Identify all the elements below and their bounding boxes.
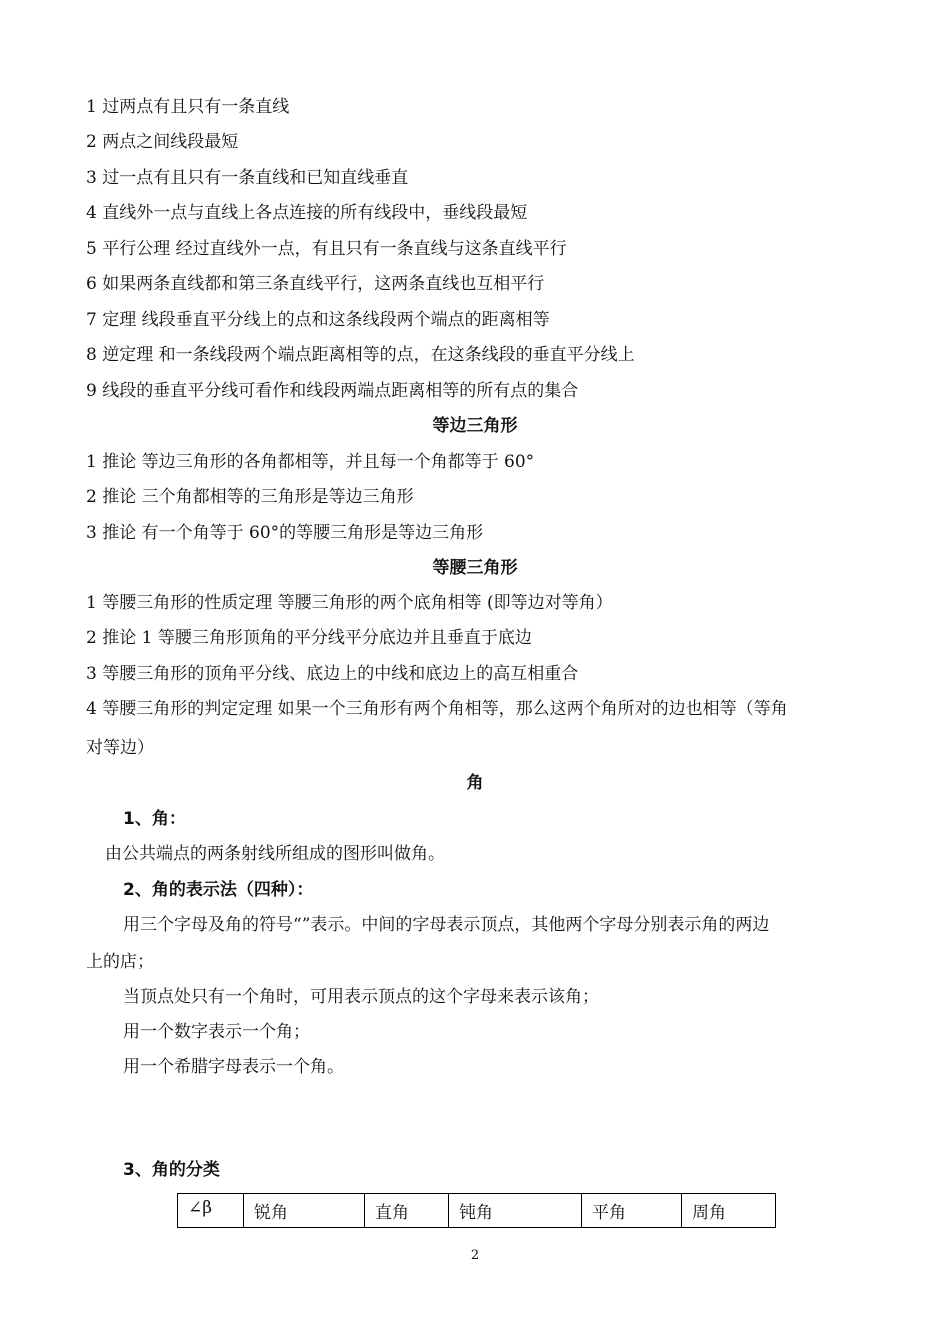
equilateral-item: 3 推论 有一个角等于 60°的等腰三角形是等边三角形: [86, 523, 484, 543]
paragraph: 用一个数字表示一个角；: [123, 1022, 310, 1042]
table-cell: 直角: [365, 1194, 449, 1228]
theorem-line: 8 逆定理 和一条线段两个端点距离相等的点，在这条线段的垂直平分线上: [86, 345, 635, 365]
isosceles-item: 1 等腰三角形的性质定理 等腰三角形的两个底角相等 (即等边对等角）: [86, 593, 613, 613]
theorem-line: 1 过两点有且只有一条直线: [86, 97, 290, 117]
subsection-title: 2、角的表示法（四种）：: [123, 880, 314, 900]
page-number: 2: [470, 1248, 480, 1263]
theorem-line: 4 直线外一点与直线上各点连接的所有线段中，垂线段最短: [86, 203, 528, 223]
equilateral-item: 2 推论 三个角都相等的三角形是等边三角形: [86, 487, 414, 507]
table-cell: 平角: [582, 1194, 682, 1228]
isosceles-item: 2 推论 1 等腰三角形顶角的平分线平分底边并且垂直于底边: [86, 628, 532, 648]
table-cell: ∠β: [178, 1194, 244, 1228]
paragraph: 由公共端点的两条射线所组成的图形叫做角。: [105, 844, 445, 864]
theorem-line: 7 定理 线段垂直平分线上的点和这条线段两个端点的距离相等: [86, 310, 550, 330]
theorem-line: 2 两点之间线段最短: [86, 132, 239, 152]
section-heading-equilateral: 等边三角形: [432, 416, 518, 436]
table-cell: 周角: [682, 1194, 776, 1228]
theorem-line: 9 线段的垂直平分线可看作和线段两端点距离相等的所有点的集合: [86, 381, 579, 401]
section-heading-angle: 角: [466, 773, 484, 793]
paragraph: 当顶点处只有一个角时，可用表示顶点的这个字母来表示该角；: [123, 987, 599, 1007]
table-cell: 锐角: [244, 1194, 365, 1228]
section-heading-isosceles: 等腰三角形: [432, 558, 518, 578]
equilateral-item: 1 推论 等边三角形的各角都相等，并且每一个角都等于 60°: [86, 452, 535, 472]
subsection-title: 3、角的分类: [123, 1160, 220, 1180]
theorem-line: 5 平行公理 经过直线外一点，有且只有一条直线与这条直线平行: [86, 239, 567, 259]
theorem-line: 6 如果两条直线都和第三条直线平行，这两条直线也互相平行: [86, 274, 545, 294]
subsection-title: 1、角：: [123, 809, 186, 829]
isosceles-item-continued: 对等边）: [86, 738, 154, 758]
isosceles-item: 4 等腰三角形的判定定理 如果一个三角形有两个角相等，那么这两个角所对的边也相等（等角: [86, 699, 788, 719]
table-row: [178, 1194, 776, 1228]
table-cell: 钝角: [449, 1194, 582, 1228]
paragraph: 用三个字母及角的符号“”表示。中间的字母表示顶点，其他两个字母分别表示角的两边: [123, 915, 770, 935]
isosceles-item: 3 等腰三角形的顶角平分线、底边上的中线和底边上的高互相重合: [86, 664, 579, 684]
paragraph: 用一个希腊字母表示一个角。: [123, 1057, 344, 1077]
theorem-line: 3 过一点有且只有一条直线和已知直线垂直: [86, 168, 409, 188]
angle-classification-table: [177, 1193, 776, 1228]
paragraph: 上的店；: [86, 952, 154, 972]
